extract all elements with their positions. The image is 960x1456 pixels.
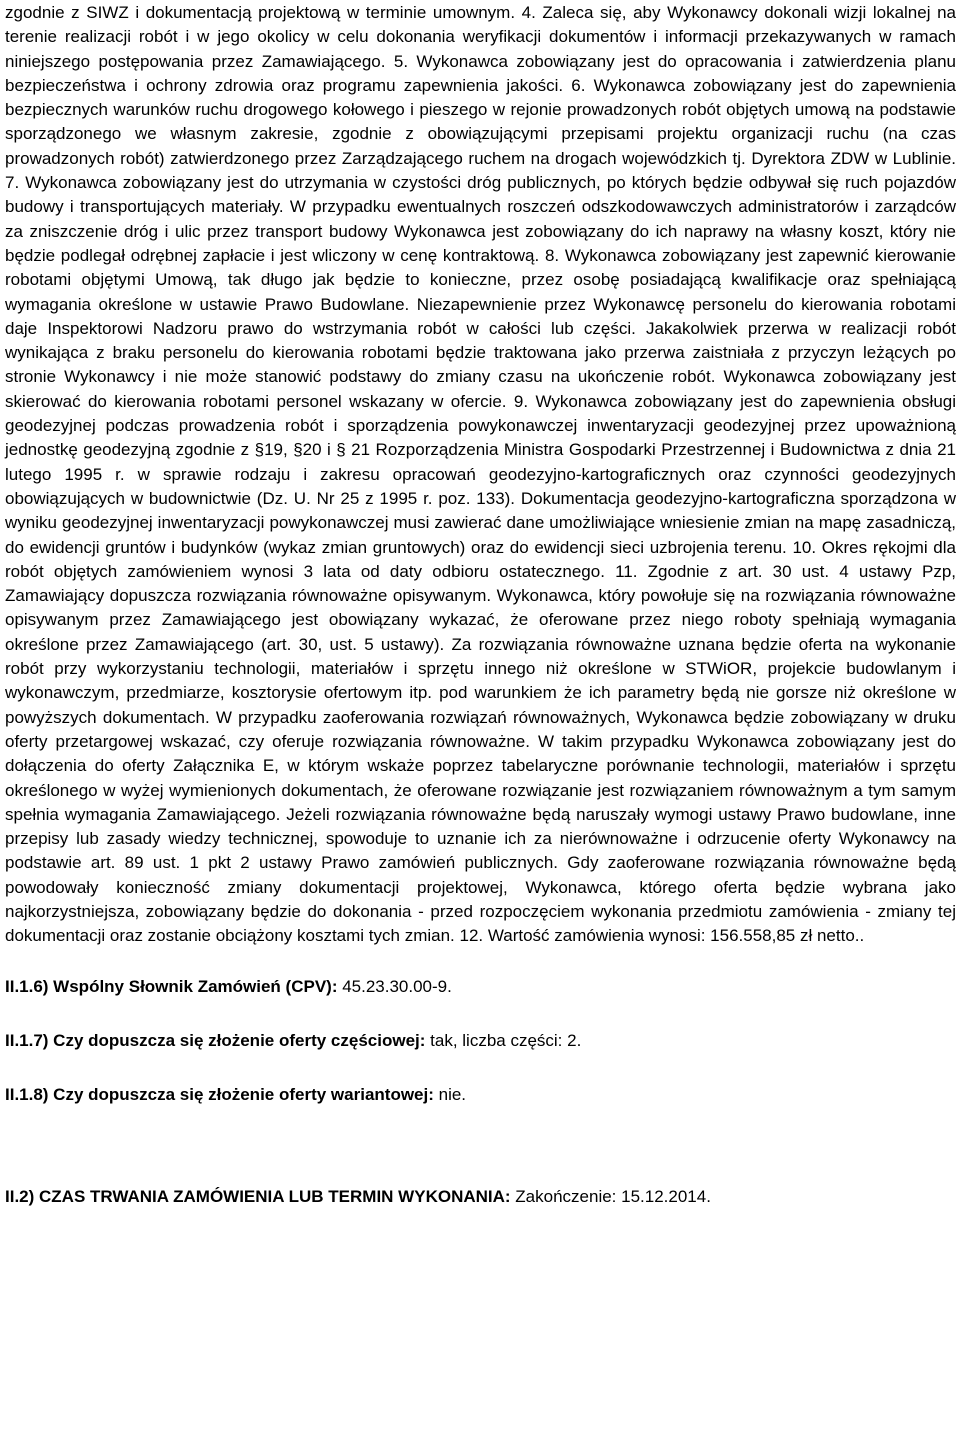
partial-offer-value: tak, liczba części: 2. [425, 1030, 582, 1050]
variant-offer-field [5, 1083, 956, 1107]
partial-offer-field [5, 1029, 956, 1053]
duration-label: II.2) CZAS TRWANIA ZAMÓWIENIA LUB TERMIN WYKONANIA: [5, 1186, 511, 1206]
cpv-label: II.1.6) Wspólny Słownik Zamówień (CPV): [5, 976, 338, 996]
cpv-field [5, 975, 956, 999]
document-body-text: zgodnie z SIWZ i dokumentacją projektową w terminie umownym. 4. Zaleca się, aby Wykonawcy dokonali wizji lokalnej na terenie realizacji robót i w jego okolicy w celu dokonania weryfikacji dokumentów i informacji przekazywanych w ramach niniejszego postępowania przez Zamawiającego. 5. Wykonawca zobowiązany jest do opracowania i zatwierdzenia planu bezpieczeństwa i ochrony zdrowia oraz programu zapewnienia jakości. 6. Wykonawca zobowiązany jest do zapewnienia bezpiecznych warunków ruchu drogowego kołowego i pieszego w rejonie prowadzonych robót objętych umową na podstawie sporządzonego we własnym zakresie, zgodnie z obowiązującymi przepisami projektu organizacji ruchu (na czas prowadzonych robót) zatwierdzonego przez Zarządzającego ruchem na drogach wojewódzkich tj. Dyrektora ZDW w Lublinie. 7. Wykonawca zobowiązany jest do utrzymania w czystości dróg publicznych, po których będzie odbywał się ruch pojazdów budowy i transportujących materiały. W przypadku ewentualnych roszczeń odszkodowawczych administratorów i zarządców za zniszczenie dróg i ulic przez transport budowy Wykonawca jest zobowiązany do ich naprawy na własny koszt, który nie będzie podlegał odrębnej zapłacie i jest wliczony w cenę kontraktową. 8. Wykonawca zobowiązany jest zapewnić kierowanie robotami objętymi Umową, tak długo jak będzie to konieczne, przez osobę posiadającą kwalifikacje oraz spełniającą wymagania określone w ustawie Prawo Budowlane. Niezapewnienie przez Wykonawcę personelu do kierowania robotami daje Inspektorowi Nadzoru prawo do wstrzymania robót w całości lub części. Jakakolwiek przerwa w realizacji robót wynikająca z braku personelu do kierowania robotami będzie traktowana jako przerwa zaistniała z przyczyn leżących po stronie Wykonawcy i nie może stanowić podstawy do zmiany czasu na ukończenie robót. Wykonawca zobowiązany jest skierować do kierowania robotami personel wskazany w ofercie. 9. Wykonawca zobowiązany jest do zapewnienia obsługi geodezyjnej podczas prowadzenia robót i sporządzenia powykonawczej inwentaryzacji geodezyjnej przez upoważnioną jednostkę geodezyjną zgodnie z §19, §20 i § 21 Rozporządzenia Ministra Gospodarki Przestrzennej i Budownictwa z dnia 21 lutego 1995 r. w sprawie rodzaju i zakresu opracowań geodezyjno-kartograficznych oraz czynności geodezyjnych obowiązujących w budownictwie (Dz. U. Nr 25 z 1995 r. poz. 133). Dokumentacja geodezyjno-kartograficzna sporządzona w wyniku geodezyjnej inwentaryzacji powykonawczej musi zawierać dane umożliwiające wniesienie zmian na mapę zasadniczą, do ewidencji gruntów i budynków (wykaz zmian gruntowych) oraz do ewidencji sieci uzbrojenia terenu. 10. Okres rękojmi dla robót objętych zamówieniem wynosi 3 lata od daty odbioru ostatecznego. 11. Zgodnie z art. 30 ust. 4 ustawy Pzp, Zamawiający dopuszcza rozwiązania równoważne opisywanym. Wykonawca, który powołuje się na rozwiązania równoważne opisywanym przez Zamawiającego jest obowiązany wykazać, że oferowane przez niego roboty spełniają wymagania określone przez Zamawiającego (art. 30, ust. 5 ustawy). Za rozwiązania równoważne uznana będzie oferta na wykonanie robót przy wykorzystaniu technologii, materiałów i sprzętu innego niż określone w STWiOR, projekcie budowlanym i wykonawczym, przedmiarze, kosztorysie ofertowym itp. pod warunkiem że ich parametry będą nie gorsze niż określone w powyższych dokumentach. W przypadku zaoferowania rozwiązań równoważnych, Wykonawca będzie zobowiązany w druku oferty przetargowej wskazać, czy oferuje rozwiązania równoważne. W takim przypadku Wykonawca zobowiązany jest do dołączenia do oferty Załącznika E, w którym wskaże poprzez tabelaryczne porównanie technologii, materiałów i sprzętu określonego w wyżej wymienionych dokumentach, że oferowane rozwiązanie jest rozwiązaniem równoważnym a tym samym spełnia wymagania Zamawiającego. Jeżeli rozwiązania równoważne będą naruszały wymogi ustawy Prawo budowlane, inne przepisy lub zasady wiedzy technicznej, spowoduje to uznanie ich za nierównoważne i odrzucenie oferty Wykonawcy na podstawie art. 89 ust. 1 pkt 2 ustawy Prawo zamówień publicznych. Gdy zaoferowane rozwiązania równoważne będą powodowały konieczność zmiany dokumentacji projektowej, Wykonawca, którego oferta będzie wybrana jako najkorzystniejsza, zobowiązany będzie do dokonania - przed rozpoczęciem wykonania przedmiotu zamówienia - zmiany tej dokumentacji oraz zostanie obciążony kosztami tych zmian. 12. Wartość zamówienia wynosi: 156.558,85 zł netto.. [5, 3, 956, 946]
cpv-value: 45.23.30.00-9. [337, 976, 452, 996]
duration-field [5, 1185, 956, 1209]
variant-offer-label: II.1.8) Czy dopuszcza się złożenie oferty wariantowej: [5, 1084, 434, 1104]
duration-value: Zakończenie: 15.12.2014. [510, 1186, 711, 1206]
variant-offer-value: nie. [433, 1084, 467, 1104]
partial-offer-label: II.1.7) Czy dopuszcza się złożenie oferty częściowej: [5, 1030, 426, 1050]
document-page [5, 0, 956, 1209]
